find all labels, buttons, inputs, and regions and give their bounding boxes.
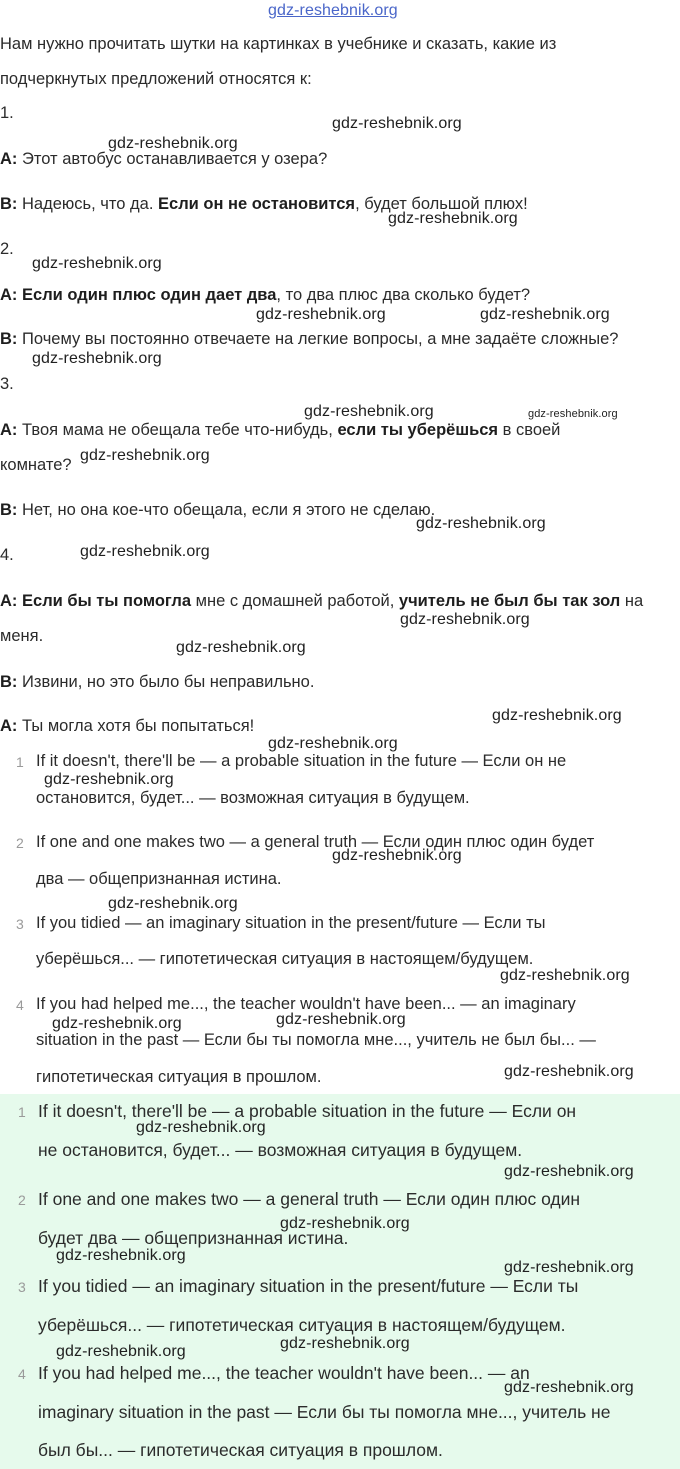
joke-4-number: 4.: [0, 546, 14, 564]
watermark: gdz-reshebnik.org: [416, 515, 546, 532]
watermark: gdz-reshebnik.org: [256, 306, 386, 323]
list2-item-4-number: 4: [18, 1366, 26, 1382]
watermark: gdz-reshebnik.org: [108, 895, 238, 912]
watermark: gdz-reshebnik.org: [276, 1011, 406, 1028]
list2-item-3-line-1: If you tidied — an imaginary situation in the present/future — Если ты: [38, 1276, 579, 1296]
list1-item-4-line-3: гипотетическая ситуация в прошлом.: [36, 1068, 322, 1086]
joke-4-line-a2: A: Ты могла хотя бы попытаться!: [0, 717, 255, 735]
watermark: gdz-reshebnik.org: [56, 1343, 186, 1360]
watermark: gdz-reshebnik.org: [480, 306, 610, 323]
list2-item-1-number: 1: [18, 1104, 26, 1120]
watermark: gdz-reshebnik.org: [492, 707, 622, 724]
joke-2-line-b: B: Почему вы постоянно отвечаете на легкие вопросы, а мне задаёте сложные?: [0, 330, 619, 348]
list2-item-2-line-2: будет два — общепризнанная истина.: [38, 1228, 349, 1248]
watermark: gdz-reshebnik.org: [268, 735, 398, 752]
watermark: gdz-reshebnik.org: [504, 1379, 634, 1396]
site-watermark-link[interactable]: gdz-reshebnik.org: [268, 2, 398, 19]
list1-item-1-number: 1: [16, 754, 24, 770]
watermark: gdz-reshebnik.org: [388, 210, 518, 227]
list2-item-4-line-1: If you had helped me..., the teacher wouldn't have been... — an: [38, 1363, 530, 1383]
joke-3-line-a: A: Твоя мама не обещала тебе что-нибудь, если ты уберёшься в своей: [0, 421, 561, 439]
list2-item-1-line-1: If it doesn't, there'll be — a probable situation in the future — Если он: [38, 1101, 577, 1121]
watermark: gdz-reshebnik.org: [108, 135, 238, 152]
watermark: gdz-reshebnik.org: [504, 1259, 634, 1276]
watermark: gdz-reshebnik.org: [176, 639, 306, 656]
watermark: gdz-reshebnik.org: [56, 1247, 186, 1264]
watermark: gdz-reshebnik.org: [500, 967, 630, 984]
joke-3-line-a-cont: комнате?: [0, 456, 72, 474]
intro-line-1: Нам нужно прочитать шутки на картинках в учебнике и сказать, какие из: [0, 35, 557, 53]
watermark: gdz-reshebnik.org: [32, 350, 162, 367]
joke-1-line-b: B: Надеюсь, что да. Если он не остановится, будет большой плюх!: [0, 195, 528, 213]
list1-item-2-number: 2: [16, 835, 24, 851]
list2-item-2-line-1: If one and one makes two — a general truth — Если один плюс один: [38, 1189, 581, 1209]
list1-item-2-line-2: два — общепризнанная истина.: [36, 870, 282, 888]
list1-item-4-number: 4: [16, 997, 24, 1013]
joke-4-line-a1-cont: меня.: [0, 627, 44, 645]
joke-2-line-a: A: Если один плюс один дает два, то два плюс два сколько будет?: [0, 286, 531, 304]
watermark: gdz-reshebnik.org: [280, 1215, 410, 1232]
watermark: gdz-reshebnik.org: [44, 771, 174, 788]
list1-item-3-number: 3: [16, 916, 24, 932]
watermark: gdz-reshebnik.org: [504, 1063, 634, 1080]
list2-item-3-number: 3: [18, 1279, 26, 1295]
list1-item-1-line-2: остановится, будет... — возможная ситуация в будущем.: [36, 789, 470, 807]
list1-item-4-line-2: situation in the past — Если бы ты помогла мне..., учитель не был бы... —: [36, 1031, 596, 1049]
watermark: gdz-reshebnik.org: [504, 1163, 634, 1180]
joke-2-number: 2.: [0, 240, 14, 258]
list1-item-3-line-1: If you tidied — an imaginary situation in the present/future — Если ты: [36, 914, 546, 932]
joke-1-line-a: A: Этот автобус останавливается у озера?: [0, 150, 328, 168]
joke-3-line-b: B: Нет, но она кое-что обещала, если я этого не сделаю.: [0, 501, 436, 519]
list2-item-4-line-3: был бы... — гипотетическая ситуация в прошлом.: [38, 1440, 443, 1460]
joke-4-line-b: B: Извини, но это было бы неправильно.: [0, 673, 315, 691]
list2-item-1-line-2: не остановится, будет... — возможная ситуация в будущем.: [38, 1140, 523, 1160]
list1-item-1-line-1: If it doesn't, there'll be — a probable situation in the future — Если он не: [36, 752, 567, 770]
watermark: gdz-reshebnik.org: [304, 403, 434, 420]
joke-4-line-a1: A: Если бы ты помогла мне с домашней работой, учитель не был бы так зол на: [0, 592, 644, 610]
list2-item-3-line-2: уберёшься... — гипотетическая ситуация в настоящем/будущем.: [38, 1315, 566, 1335]
watermark: gdz-reshebnik.org: [80, 447, 210, 464]
list2-item-4-line-2: imaginary situation in the past — Если бы ты помогла мне..., учитель не: [38, 1402, 611, 1422]
watermark: gdz-reshebnik.org: [52, 1015, 182, 1032]
watermark: gdz-reshebnik.org: [280, 1335, 410, 1352]
watermark: gdz-reshebnik.org: [528, 408, 618, 420]
watermark: gdz-reshebnik.org: [136, 1119, 266, 1136]
watermark: gdz-reshebnik.org: [32, 255, 162, 272]
intro-line-2: подчеркнутых предложений относятся к:: [0, 70, 312, 88]
joke-1-number: 1.: [0, 104, 14, 122]
watermark: gdz-reshebnik.org: [332, 115, 462, 132]
watermark: gdz-reshebnik.org: [332, 847, 462, 864]
list1-item-2-line-1: If one and one makes two — a general truth — Если один плюс один будет: [36, 833, 595, 851]
joke-3-number: 3.: [0, 375, 14, 393]
list1-item-4-line-1: If you had helped me..., the teacher wouldn't have been... — an imaginary: [36, 995, 576, 1013]
watermark: gdz-reshebnik.org: [80, 543, 210, 560]
list2-item-2-number: 2: [18, 1192, 26, 1208]
list1-item-3-line-2: уберёшься... — гипотетическая ситуация в настоящем/будущем.: [36, 950, 534, 968]
watermark: gdz-reshebnik.org: [400, 611, 530, 628]
